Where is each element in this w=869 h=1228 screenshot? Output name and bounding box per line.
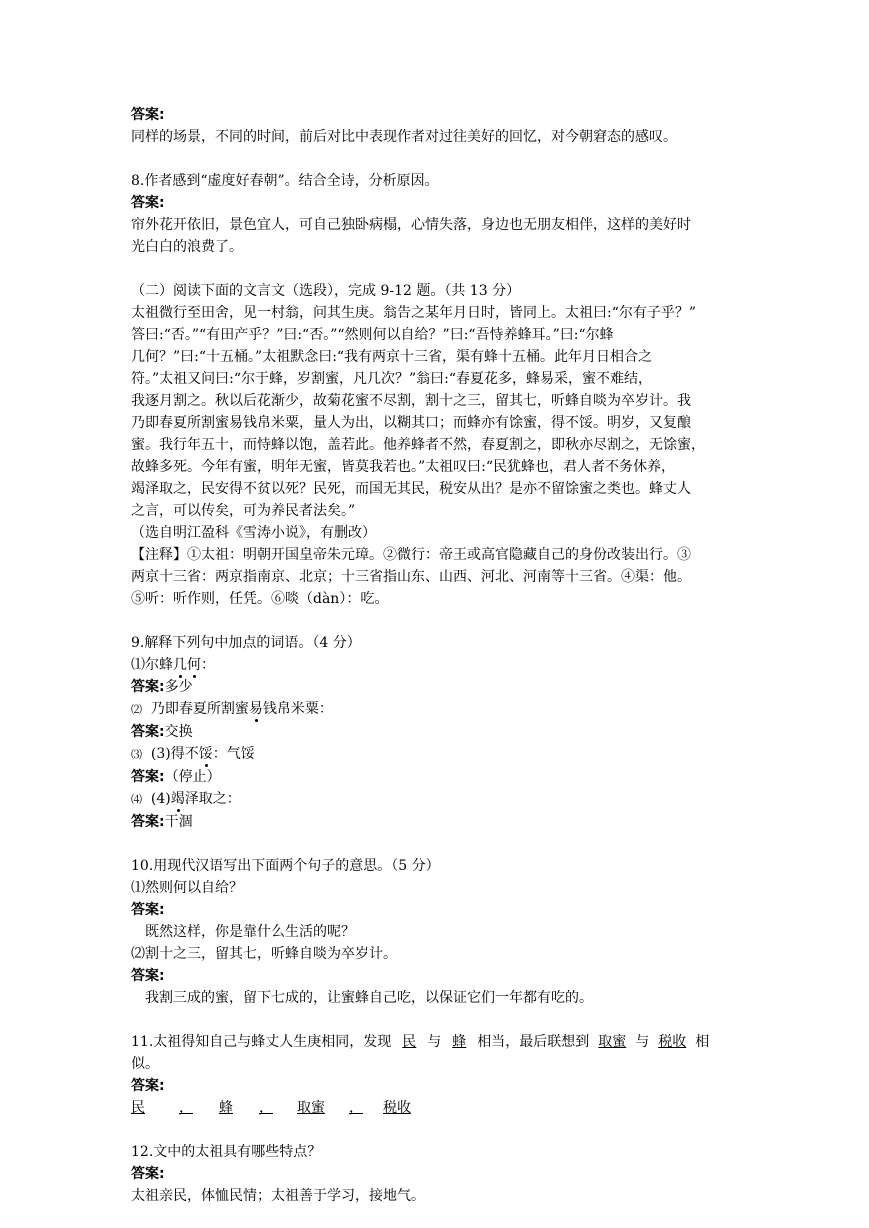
passage-notes	[131, 544, 741, 610]
q11-question: 11.太祖得知自己与蜂丈人生庚相同，发现 民 与 蜂 相当，最后联想到 取蜜 与 税收 相	[131, 1031, 741, 1053]
q11-blank: 民	[402, 1034, 417, 1050]
q11-answer: 民 ， 蜂 ， 取蜜 ， 税收	[131, 1100, 411, 1116]
q11-blank: 取蜜	[598, 1034, 627, 1050]
passage-line: 竭泽取之，民安得不贫以死？民死，而国无其民，税安从出？是亦不留馀蜜之类也。蜂丈人	[131, 481, 691, 497]
passage-source: （选自明江盈科《雪涛小说》，有删改）	[131, 525, 376, 541]
q9-item3: ⑶ (3)得不馁：气馁	[131, 746, 255, 762]
answer-label: 答案:	[131, 968, 165, 984]
passage-body	[131, 302, 741, 522]
q7-answer: 同样的场景，不同的时间，前后对比中表现作者对过往美好的回忆，对今朝窘态的感叹。	[131, 129, 677, 145]
q9-question: 9.解释下列句中加点的词语。（4 分）	[131, 635, 361, 651]
answer-label: 答案:	[131, 902, 165, 918]
q10-question: 10.用现代汉语写出下面两个句子的意思。（5 分）	[131, 858, 440, 874]
q10-answer2: 我割三成的蜜，留下七成的，让蜜蜂自己吃，以保证它们一年都有吃的。	[145, 990, 593, 1006]
passage-line: 几何？”曰:“十五桶。”太祖默念曰:“我有两京十三省，渠有蜂十五桶。此年月日相合之	[131, 349, 653, 365]
note-line: 【注释】①太祖：明朝开国皇帝朱元璋。②微行：帝王或高官隐藏自己的身份改装出行。③	[131, 547, 691, 563]
answer-label: 答案:	[131, 1078, 165, 1094]
passage-line: 蜜。我行年五十，而恃蜂以饱，盖若此。他养蜂者不然，春夏割之，即秋亦尽割之，无馀蜜，	[131, 437, 705, 453]
q12-question: 12.文中的太祖具有哪些特点？	[131, 1144, 322, 1160]
note-line: ⑤听：听作则，任凭。⑥啖（dàn）：吃。	[131, 591, 389, 607]
q11-question-line2: 似。	[131, 1056, 159, 1072]
q12-answer: 太祖亲民，体恤民情；太祖善于学习，接地气。	[131, 1188, 425, 1204]
q9-item2: ⑵ 乃即春夏所割蜜易钱帛米粟：	[131, 701, 333, 717]
passage-line: 之言，可以传矣，可为养民者法矣。”	[131, 503, 356, 519]
q11-blank: 蜂	[452, 1034, 467, 1050]
passage-heading: （二）阅读下面的文言文（选段），完成 9-12 题。（共 13 分）	[131, 283, 521, 299]
passage-line: 太祖微行至田舍，见一村翁，问其生庚。翁告之某年月日时，皆同上。太祖曰:“尔有子乎？”	[131, 305, 697, 321]
answer-label: 答案:	[131, 195, 165, 211]
q10-item2: ⑵割十之三，留其七，听蜂自啖为卒岁计。	[131, 946, 397, 962]
passage-line: 乃即春夏所割蜜易钱帛米粟，量人为出，以糊其口；而蜂亦有馀蜜，得不馁。明岁，又复酿	[131, 415, 691, 431]
note-line: 两京十三省：两京指南京、北京；十三省指山东、山西、河北、河南等十三省。④渠：他。	[131, 569, 691, 585]
passage-line: 我逐月割之。秋以后花渐少，故菊花蜜不尽割，割十之三，留其七，听蜂自啖为卒岁计。我	[131, 393, 691, 409]
passage-line: 答曰:“否。”“有田产乎？”曰:“否。”“然则何以自给？”曰:“吾恃养蜂耳。”曰:“尔蜂	[131, 327, 614, 343]
q8-answer-line1: 帘外花开依旧，景色宜人，可自己独卧病榻，心情失落，身边也无朋友相伴，这样的美好时	[131, 217, 691, 233]
q11-blank: 税收	[658, 1034, 687, 1050]
q9-item4: ⑷ (4)竭泽取之：	[131, 791, 241, 807]
q10-answer1: 既然这样，你是靠什么生活的呢？	[145, 924, 355, 940]
q9-answer3: 答案:（停止）	[131, 769, 221, 785]
q9-answer1: 答案:多少	[131, 679, 193, 695]
q10-item1: ⑴然则何以自给？	[131, 880, 243, 896]
passage-line: 符。”太祖又问曰:“尔于蜂，岁割蜜，凡几次？”翁曰:“春夏花多，蜂易采，蜜不难结，	[131, 371, 653, 387]
document-page	[131, 104, 741, 1207]
answer-label: 答案:	[131, 107, 165, 123]
q8-question: 8.作者感到“虚度好春朝”。结合全诗，分析原因。	[131, 173, 439, 189]
q8-answer-line2: 光白白的浪费了。	[131, 239, 243, 255]
q9-answer2: 答案:交换	[131, 724, 193, 740]
q9-item1: ⑴尔蜂几何：	[131, 657, 215, 673]
passage-line: 故蜂多死。今年有蜜，明年无蜜，皆莫我若也。”太祖叹曰:“民犹蜂也，君人者不务休养，	[131, 459, 676, 475]
q9-answer4: 答案:干涸	[131, 814, 193, 830]
answer-label: 答案:	[131, 1166, 165, 1182]
